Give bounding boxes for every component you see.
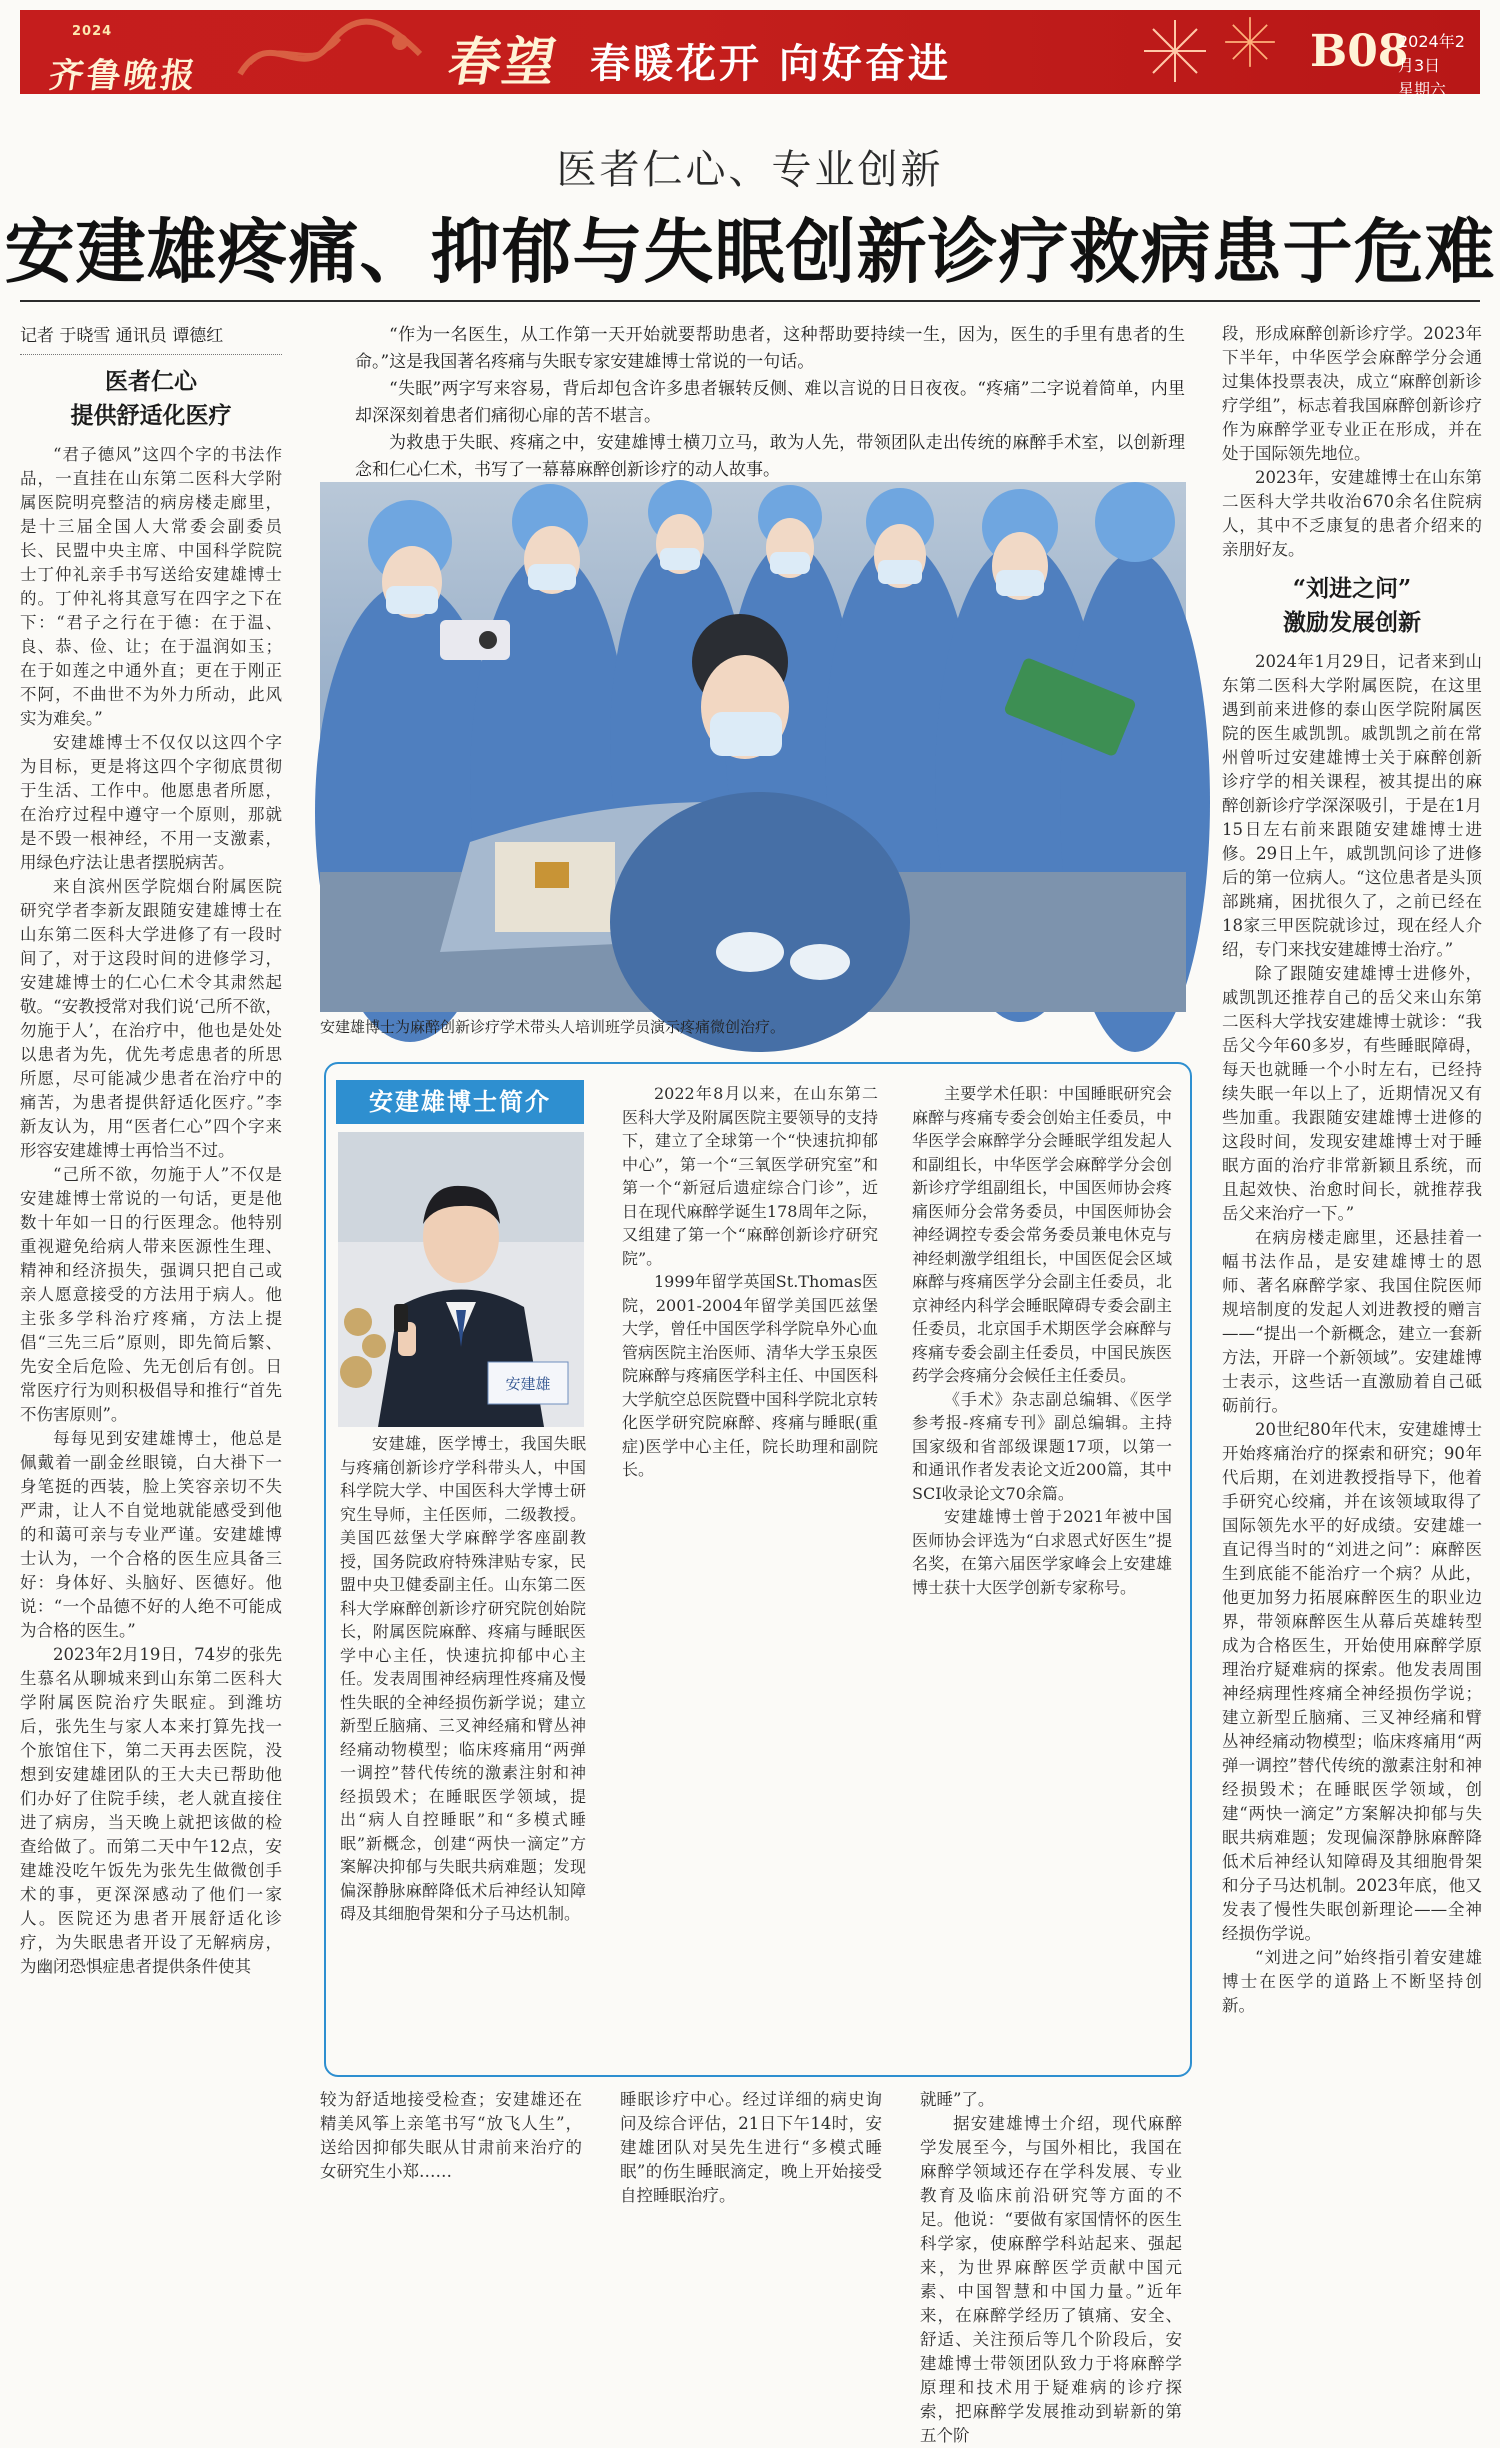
paragraph: 除了跟随安建雄博士进修外，戚凯凯还推荐自己的岳父来山东第二医科大学找安建雄博士就诊：“我岳父今年60多岁，有些睡眠障碍，每天也就睡一个小时左右，已经持续失眠一年以上了，近期情况又有些加重。我跟随安建雄博士进修的这段时间，发现安建雄博士对于睡眠方面的治疗非常新颖且系统，而且起效快、治愈时间长，就推荐我岳父来治疗一下。” <box>1222 964 1482 1223</box>
article-lead <box>355 322 1185 484</box>
profile-column-1 <box>340 1432 586 2057</box>
bottom-column-2 <box>620 2088 882 2205</box>
profile-paragraph: 1999年留学英国St.Thomas医院，2001-2004年留学美国匹兹堡大学，曾任中国医学科学院阜外心血管病医院主治医师、清华大学玉泉医院麻醉与疼痛医学科主任、中国医科大学航空总医院暨中国科学院北京转化医学研究院麻醉、疼痛与睡眠(重症)医学中心主任，院长助理和副院长。 <box>622 1272 879 1479</box>
profile-column-2 <box>622 1082 878 1782</box>
main-photo <box>320 482 1186 1012</box>
lead-paragraph: “作为一名医生，从工作第一天开始就要帮助患者，这种帮助要持续一生，因为，医生的手里有患者的生命。”这是我国著名疼痛与失眠专家安建雄博士常说的一句话。 <box>355 325 1185 372</box>
section-slogan: 春暖花开 向好奋进 <box>590 41 951 87</box>
bottom-column-3 <box>920 2088 1182 2445</box>
paragraph: 安建雄博士不仅仅以这四个字为目标，更是将这四个字彻底贯彻于生活、工作中。他愿患者所愿，在治疗过程中遵守一个原则，那就是不毁一根神经，不用一支激素，用绿色疗法让患者摆脱病苦。 <box>20 733 282 872</box>
subheading-line: “刘进之问” <box>1292 575 1412 602</box>
byline: 记者 于晓雪 通讯员 谭德红 <box>20 322 282 355</box>
profile-column-3 <box>912 1082 1172 2062</box>
bottom-continuation <box>320 2200 321 2201</box>
subheading-line: 激励发展创新 <box>1283 609 1421 636</box>
firework-icon <box>1220 12 1280 72</box>
profile-title: 安建雄博士简介 <box>336 1080 584 1124</box>
paragraph: 就睡”了。 <box>920 2090 995 2109</box>
masthead-year: 2024 <box>72 24 113 39</box>
portrait-illustration <box>338 1132 584 1427</box>
headline-rule <box>20 300 1480 302</box>
paragraph: 据安建雄博士介绍，现代麻醉学发展至今，与国外相比，我国在麻醉学领域还存在学科发展、专业教育及临床前沿研究等方面的不足。他说：“要做有家国情怀的医生科学家，使麻醉学科站起来、强起来，为世界麻醉医学贡献中国元素、中国智慧和中国力量。”近年来，在麻醉学经历了镇痛、安全、舒适、关注预后等几个阶段后，安建雄博士带领团队致力于将麻醉学原理和技术用于疑难病的诊疗探索，把麻醉学发展推动到崭新的第五个阶 <box>920 2114 1182 2445</box>
firework-icon <box>1140 16 1210 86</box>
paragraph: 来自滨州医学院烟台附属医院研究学者李新友跟随安建雄博士在山东第二医科大学进修了有一段时间了，对于这段时间的进修学习，安建雄博士的仁心仁术令其肃然起敬。“安教授常对我们说‘己所不欲，勿施于人’，在治疗中，他也是处处以患者为先，优先考虑患者的所思所愿，尽可能减少患者在治疗中的痛苦，为患者提供舒适化医疗。”李新友认为，用“医者仁心”四个字来形容安建雄博士再恰当不过。 <box>20 877 282 1160</box>
subheading-line: 医者仁心 <box>105 368 197 395</box>
photo-caption: 安建雄博士为麻醉创新诊疗学术带头人培训班学员演示疼痛微创治疗。 <box>320 1018 786 1036</box>
paragraph: “刘进之问”始终指引着安建雄博士在医学的道路上不断坚持创新。 <box>1222 1948 1482 2015</box>
paragraph: 2024年1月29日，记者来到山东第二医科大学附属医院，在这里遇到前来进修的泰山医学院附属医院的医生戚凯凯。戚凯凯之前在常州曾听过安建雄博士关于麻醉创新诊疗学的相关课程，被其提出的麻醉创新诊疗学深深吸引，于是在1月15日左右前来跟随安建雄博士进修。29日上午，戚凯凯问诊了进修后的第一位病人。“这位患者是头顶部跳痛，困扰很久了，之前已经在18家三甲医院就诊过，现在经人介绍，专门来找安建雄博士治疗。” <box>1222 652 1482 959</box>
paragraph: 2023年，安建雄博士在山东第二医科大学共收治670余名住院病人，其中不乏康复的患者介绍来的亲朋好友。 <box>1222 468 1482 559</box>
profile-paragraph: 主要学术任职：中国睡眠研究会麻醉与疼痛专委会创始主任委员，中华医学会麻醉学分会睡眠学组发起人和副组长，中华医学会麻醉学分会创新诊疗学组副组长，中国医师协会疼痛医师分会常务委员，中国医师协会神经调控专委会常务委员兼电休克与神经刺激学组组长，中国医促会区域麻醉与疼痛医学分会副主任委员，北京神经内科学会睡眠障碍专委会副主任委员，北京国手术期医学会麻醉与疼痛专委会副主任委员，中国民族医药学会疼痛分会候任主任委员。 <box>912 1084 1172 1385</box>
issue-date: 2024年2月3日 <box>1398 32 1465 75</box>
paragraph: 20世纪80年代末，安建雄博士开始疼痛治疗的探索和研究；90年代后期，在刘进教授指导下，他着手研究心绞痛，并在该领域取得了国际领先水平的好成绩。安建雄一直记得当时的“刘进之问”：麻醉医生到底能不能治疗一个病？从此，他更加努力拓展麻醉医生的职业边界，带领麻醉医生从幕后英雄转型成为合格医生，开始使用麻醉学原理治疗疑难病的探索。他发表周围神经病理性疼痛全神经损伤学说；建立新型丘脑痛、三叉神经痛和臂丛神经痛动物模型；临床疼痛用“两弹一调控”替代传统的激素注射和神经损毁术；在睡眠医学领域，创建“两快一滴定”方案解决抑郁与失眠共病难题；发现偏深静脉麻醉降低术后神经认知障碍及其细胞骨架和分子马达机制。2023年底，他又发表了慢性失眠创新理论——全神经损伤学说。 <box>1222 1420 1482 1943</box>
newspaper-logo: 齐鲁晚报 <box>46 56 201 96</box>
bottom-column-1 <box>320 2088 582 2200</box>
training-scene-illustration <box>320 482 1186 1012</box>
paragraph: 在病房楼走廊里，还悬挂着一幅书法作品，是安建雄博士的恩师、著名麻醉学家、我国住院医师规培制度的发起人刘进教授的赠言——“提出一个新概念，建立一套新方法，开辟一个新领域”。安建雄博士表示，这些话一直激励着自己砥砺前行。 <box>1222 1228 1482 1415</box>
paragraph: 较为舒适地接受检查；安建雄还在精美风筝上亲笔书写“放飞人生”，送给因抑郁失眠从甘肃前来治疗的女研究生小郑…… <box>320 2090 582 2181</box>
article-headline: 安建雄疼痛、抑郁与失眠创新诊疗救病患于危难 <box>4 210 1496 293</box>
subheading-1 <box>20 365 282 433</box>
lead-paragraph: “失眠”两字写来容易，背后却包含许多患者辗转反侧、难以言说的日日夜夜。“疼痛”二字说着简单，内里却深深刻着患者们痛彻心扉的苦不堪言。 <box>355 379 1185 426</box>
profile-paragraph: 《手术》杂志副总编辑、《医学参考报-疼痛专刊》副总编辑。主持国家级和省部级课题17项，以第一和通讯作者发表论文近200篇，其中SCI收录论文70余篇。 <box>912 1389 1172 1503</box>
portrait-photo <box>338 1132 584 1427</box>
paragraph: 段，形成麻醉创新诊疗学。2023年下半年，中华医学会麻醉学分会通过集体投票表决，成立“麻醉创新诊疗学组”，标志着我国麻醉创新诊疗作为麻醉学亚专业正在形成，并在处于国际领先地位。 <box>1222 324 1482 463</box>
profile-paragraph: 2022年8月以来，在山东第二医科大学及附属医院主要领导的支持下，建立了全球第一个“快速抗抑郁中心”，第一个“三氧医学研究室”和第一个“新冠后遗症综合门诊”，近日在现代麻醉学诞生178周年之际，又组建了第一个“麻醉创新诊疗研究院”。 <box>622 1084 879 1268</box>
column-5 <box>1222 322 1482 2197</box>
profile-paragraph: 安建雄，医学博士，我国失眠与疼痛创新诊疗学科带头人，中国科学院大学、中国医科大学博士研究生导师，主任医师，二级教授。美国匹兹堡大学麻醉学客座副教授，国务院政府特殊津贴专家，民盟中央卫健委副主任。山东第二医科大学麻醉创新诊疗研究院创始院长，附属医院麻醉、疼痛与睡眠医学中心主任，快速抗抑郁中心主任。发表周围神经病理性疼痛及慢性失眠的全神经损伤新学说；建立新型丘脑痛、三叉神经痛和臂丛神经痛动物模型；临床疼痛用“两弹一调控”替代传统的激素注射和神经损毁术；在睡眠医学领域，提出“病人自控睡眠”和“多模式睡眠”新概念，创建“两快一滴定”方案解决抑郁与失眠共病难题；发现偏深静脉麻醉降低术后神经认知障碍及其细胞骨架和分子马达机制。 <box>340 1434 586 1923</box>
profile-paragraph: 安建雄博士曾于2021年被中国医师协会评选为“白求恩式好医生”提名奖，在第六届医学家峰会上安建雄博士获十大医学创新专家称号。 <box>912 1507 1172 1597</box>
masthead-banner <box>20 10 1480 99</box>
issue-weekday: 星期六 <box>1398 80 1447 99</box>
section-title: 春望 <box>443 32 563 93</box>
issue-date-block <box>1398 30 1480 102</box>
article-kicker: 医者仁心、专业创新 <box>556 147 944 193</box>
paragraph: “己所不欲，勿施于人”不仅是安建雄博士常说的一句话，更是他数十年如一日的行医理念。他特别重视避免给病人带来医源性生理、精神和经济损失，强调只把自己或亲人愿意接受的方法用于病人。他主张多学科治疗疼痛，方法上提倡“三先三后”原则，即先简后繁、先安全后危险、先无创后有创。日常医疗行为则积极倡导和推行“首先不伤害原则”。 <box>20 1165 282 1424</box>
nameplate-text: 安建雄 <box>505 1375 551 1393</box>
paragraph: 2023年2月19日，74岁的张先生慕名从聊城来到山东第二医科大学附属医院治疗失眠症。到潍坊后，张先生与家人本来打算先找一个旅馆住下，第二天再去医院，没想到安建雄团队的王大夫已帮助他们办好了住院手续，老人就直接住进了病房，当天晚上就把该做的检查给做了。而第二天中午12点，安建雄没吃午饭先为张先生做微创手术的事，更深深感动了他们一家人。医院还为患者开展舒适化诊疗，为失眠患者开设了无解病房，为幽闭恐惧症患者提供条件使其 <box>20 1645 282 1976</box>
subheading-line: 提供舒适化医疗 <box>70 402 232 429</box>
page-number: B08 <box>1310 26 1409 77</box>
paragraph: 睡眠诊疗中心。经过详细的病史询问及综合评估，21日下午14时，安建雄团队对吴先生进行“多模式睡眠”的伤生睡眠滴定，晚上开始接受自控睡眠治疗。 <box>620 2090 882 2205</box>
paragraph: 每每见到安建雄博士，他总是佩戴着一副金丝眼镜，白大褂下一身笔挺的西装，脸上笑容亲切不失严肃，让人不自觉地就能感受到他的和蔼可亲与专业严谨。安建雄博士认为，一个合格的医生应具备三好：身体好、头脑好、医德好。他说：“一个品德不好的人绝不可能成为合格的医生。” <box>20 1429 282 1640</box>
subheading-3 <box>1222 572 1482 640</box>
column-1 <box>20 322 282 1979</box>
lead-paragraph: 为救患于失眠、疼痛之中，安建雄博士横刀立马，敢为人先，带领团队走出传统的麻醉手术室，以创新理念和仁心仁术，书写了一幕幕麻醉创新诊疗的动人故事。 <box>355 433 1185 480</box>
dragon-decoration-icon <box>230 14 430 90</box>
paragraph: “君子德风”这四个字的书法作品，一直挂在山东第二医科大学附属医院明亮整洁的病房楼走廊里，是十三届全国人大常委会副委员长、民盟中央主席、中国科学院院士丁仲礼亲手书写送给安建雄博士的。丁仲礼将其意写在四字之下在下：“君子之行在于德：在于温、良、恭、俭、让；在于温润如玉；在于如莲之中通外直；更在于刚正不阿，不曲世不为外力所动，此风实为难矣。” <box>20 445 282 728</box>
